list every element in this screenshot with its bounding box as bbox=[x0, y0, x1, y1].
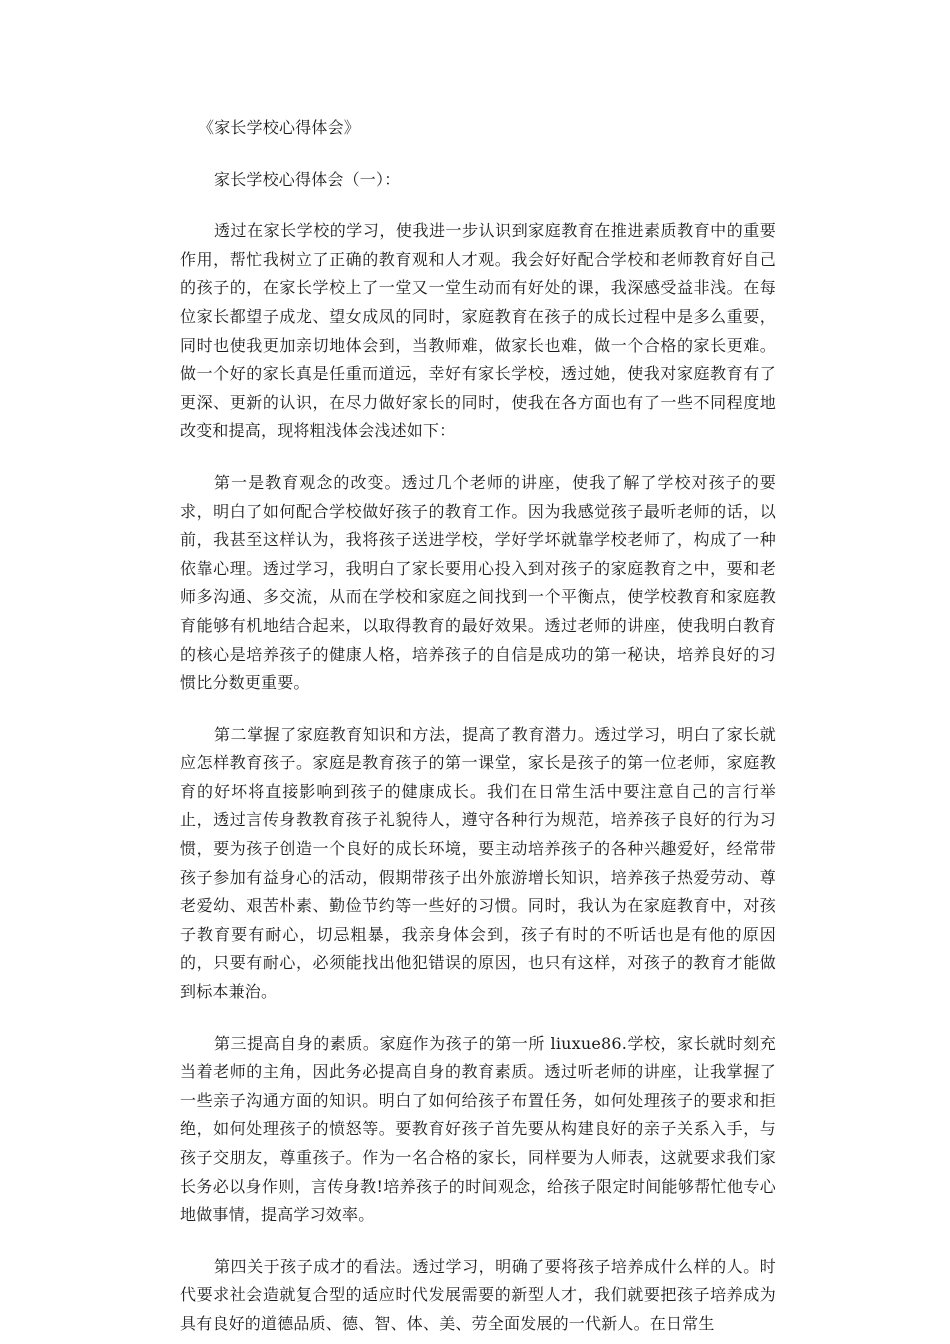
paragraph-second-point: 第二掌握了家庭教育知识和方法，提高了教育潜力。透过学习，明白了家长就应怎样教育孩子。家庭是教育孩子的第一课堂，家长是孩子的第一位老师，家庭教育的好坏将直接影响到孩子的健康成长。我们在日常生活中要注意自己的言行举止，透过言传身教教育孩子礼貌待人，遵守各种行为规范，培养孩子良好的行为习惯，要为孩子创造一个良好的成长环境，要主动培养孩子的各种兴趣爱好，经常带孩子参加有益身心的活动，假期带孩子出外旅游增长知识，培养孩子热爱劳动、尊老爱幼、艰苦朴素、勤俭节约等一些好的习惯。同时，我认为在家庭教育中，对孩子教育要有耐心，切忌粗暴，我亲身体会到，孩子有时的不听话也是有他的原因的，只要有耐心，必须能找出他犯错误的原因，也只有这样，对孩子的教育才能做到标本兼治。 bbox=[180, 724, 776, 1002]
paragraph-fourth-point: 第四关于孩子成才的看法。透过学习，明确了要将孩子培养成什么样的人。时代要求社会造就复合型的适应时代发展需要的新型人才，我们就要把孩子培养成为具有良好的道德品质、德、智、体、美、劳全面发展的一代新人。在日常生 bbox=[180, 1256, 776, 1333]
document-body bbox=[180, 114, 776, 1339]
paragraph-intro: 透过在家长学校的学习，使我进一步认识到家庭教育在推进素质教育中的重要作用，帮忙我树立了正确的教育观和人才观。我会好好配合学校和老师教育好自己的孩子的，在家长学校上了一堂又一堂生动而有好处的课，我深感受益非浅。在每位家长都望子成龙、望女成凤的同时，家庭教育在孩子的成长过程中是多么重要，同时也使我更加亲切地体会到，当教师难，做家长也难，做一个合格的家长更难。做一个好的家长真是任重而道远，幸好有家长学校，透过她，使我对家庭教育有了更深、更新的认识，在尽力做好家长的同时，使我在各方面也有了一些不同程度地改变和提高，现将粗浅体会浅述如下： bbox=[180, 221, 776, 441]
paragraph-third-point: 第三提高自身的素质。家庭作为孩子的第一所 liuxue86.学校，家长就时刻充当着老师的主角，因此务必提高自身的教育素质。透过听老师的讲座，让我掌握了一些亲子沟通方面的知识。明白了如何给孩子布置任务，如何处理孩子的要求和拒绝，如何处理孩子的愤怒等。要教育好孩子首先要从构建良好的亲子关系入手，与孩子交朋友，尊重孩子。作为一名合格的家长，同样要为人师表，这就要求我们家长务必以身作则，言传身教!培养孩子的时间观念，给孩子限定时间能够帮忙他专心地做事情，提高学习效率。 bbox=[180, 1033, 776, 1225]
section-heading: 家长学校心得体会（一）： bbox=[214, 169, 401, 189]
document-title: 《家长学校心得体会》 bbox=[198, 118, 361, 137]
paragraph-first-point: 第一是教育观念的改变。透过几个老师的讲座，使我了解了学校对孩子的要求，明白了如何配合学校做好孩子的教育工作。因为我感觉孩子最听老师的话，以前，我甚至这样认为，我将孩子送进学校，学好学坏就靠学校老师了，构成了一种依靠心理。透过学习，我明白了家长要用心投入到对孩子的家庭教育之中，要和老师多沟通、多交流，从而在学校和家庭之间找到一个平衡点，使学校教育和家庭教育能够有机地结合起来，以取得教育的最好效果。透过老师的讲座，使我明白教育的核心是培养孩子的健康人格，培养孩子的自信是成功的第一秘诀，培养良好的习惯比分数更重要。 bbox=[180, 472, 776, 693]
